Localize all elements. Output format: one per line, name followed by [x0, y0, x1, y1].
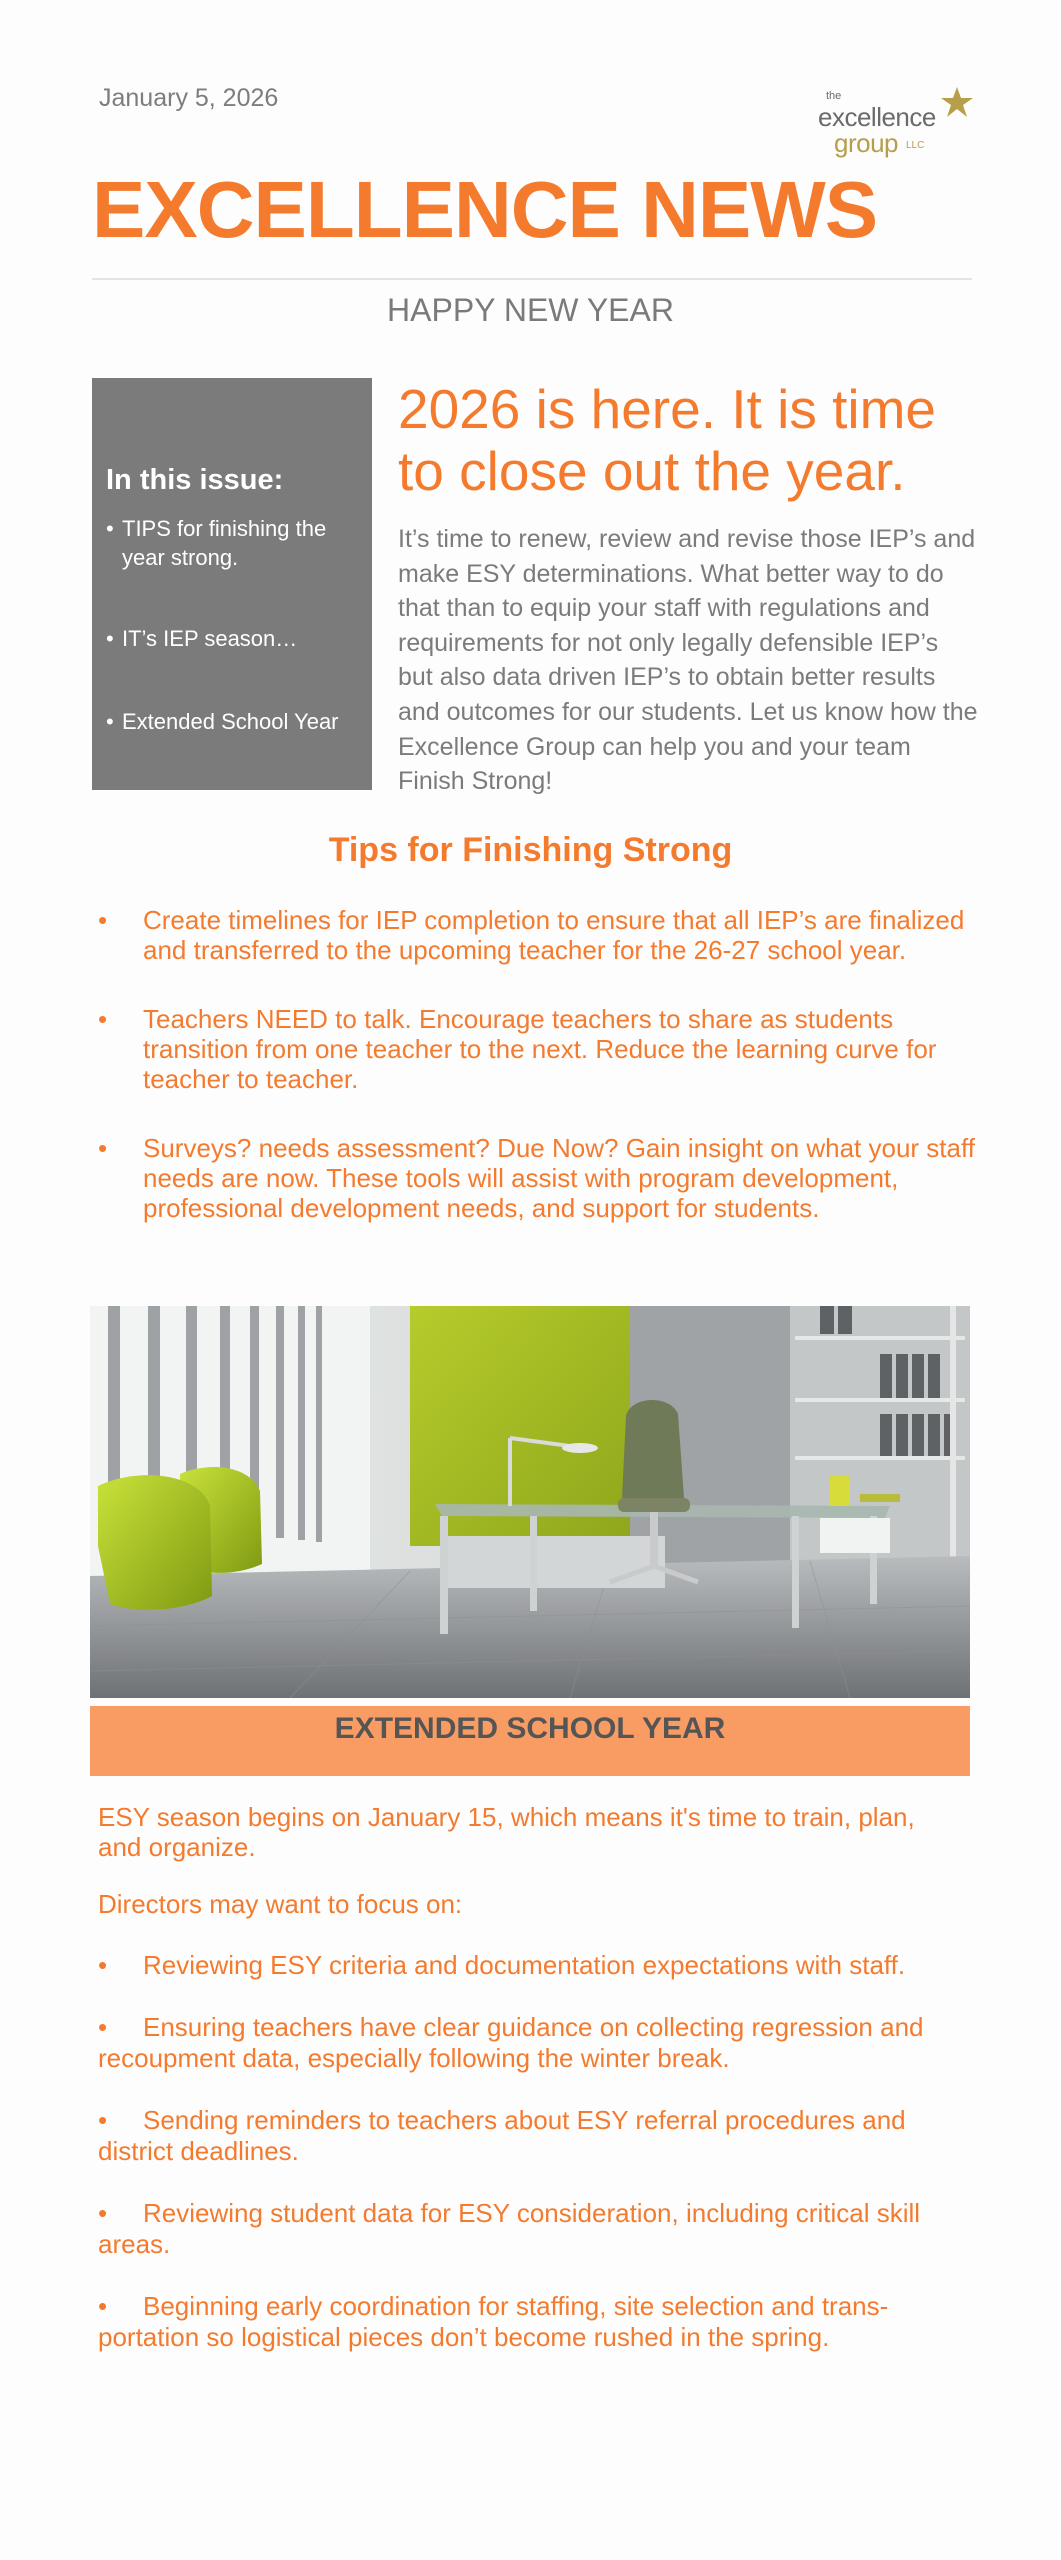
esy-focus-label: Directors may want to focus on:	[98, 1889, 463, 1919]
sidebar-item-iep-season	[106, 624, 368, 653]
excellence-group-logo	[812, 86, 978, 166]
intro-body: It’s time to renew, review and revise those IEP’s and make ESY determinations. What better way to do that than to equip your staff with regulations and requirements for not only legally defensible IEP’s but also data driven IEP’s to obtain better results and outcomes for our students. Let us know how the Excellence Group can help you and your team Finish Strong!	[398, 525, 978, 796]
sidebar-item-label: TIPS for finishing the year strong.	[122, 516, 327, 570]
sidebar-item-esy	[106, 707, 368, 736]
bullet-icon: •	[98, 2198, 108, 2228]
esy-section-title: EXTENDED SCHOOL YEAR	[334, 1712, 726, 1745]
logo-excellence: excellence	[818, 102, 936, 132]
office-illustration	[90, 1306, 970, 1698]
bullet-icon: •	[98, 1950, 108, 1980]
bullet-icon: •	[98, 2291, 108, 2321]
low-cabinet	[445, 1536, 665, 1588]
esy-focus-item	[98, 2198, 958, 2260]
tip-item	[98, 1133, 978, 1223]
logo-llc: LLC	[906, 140, 925, 151]
sidebar-list	[106, 514, 368, 736]
tips-list	[98, 905, 978, 1262]
bullet-icon: •	[98, 2012, 108, 2042]
esy-focus-list	[98, 1950, 958, 2384]
sidebar-item-label: IT’s IEP season…	[122, 626, 298, 651]
issue-date: January 5, 2026	[99, 84, 279, 112]
esy-focus-item	[98, 1950, 958, 1981]
newsletter-masthead: EXCELLENCE NEWS	[92, 165, 878, 254]
office-photo	[90, 1306, 970, 1698]
sidebar-item-tips	[106, 514, 368, 572]
esy-focus-text: Reviewing student data for ESY consideration, including critical skill areas.	[98, 2198, 921, 2259]
in-this-issue-sidebar	[92, 378, 372, 790]
esy-section-band	[90, 1706, 970, 1776]
bullet-icon: •	[98, 1004, 108, 1034]
sidebar-item-label: Extended School Year	[122, 709, 339, 734]
bullet-icon: •	[106, 626, 114, 651]
tip-item	[98, 1004, 978, 1094]
tip-text: Surveys? needs assessment? Due Now? Gain insight on what your staff needs are now. These tools will assist with program development, professional development needs, and support for students.	[143, 1133, 975, 1223]
bullet-icon: •	[106, 709, 114, 734]
esy-focus-item	[98, 2291, 958, 2353]
bullet-icon: •	[98, 2105, 108, 2135]
issue-subhead: HAPPY NEW YEAR	[387, 292, 674, 328]
logo-group: group	[834, 128, 898, 158]
tip-text: Create timelines for IEP completion to ensure that all IEP’s are finalized and transferred to the upcoming teacher for the 26-27 school year.	[143, 905, 965, 965]
header-divider	[92, 278, 972, 280]
logo-the: the	[826, 90, 842, 102]
esy-focus-text: Beginning early coordination for staffing, site selection and trans-portation so logistical pieces don’t become rushed in the spring.	[98, 2291, 889, 2352]
tip-item	[98, 905, 978, 965]
esy-intro: ESY season begins on January 15, which means it's time to train, plan, and organize.	[98, 1802, 915, 1862]
esy-focus-item	[98, 2012, 958, 2074]
bullet-icon: •	[98, 1133, 108, 1163]
sidebar-heading: In this issue:	[106, 464, 284, 496]
esy-focus-text: Ensuring teachers have clear guidance on collecting regression and recoupment data, especially following the winter break.	[98, 2012, 924, 2073]
esy-focus-item	[98, 2105, 958, 2167]
esy-focus-text: Sending reminders to teachers about ESY referral procedures and district deadlines.	[98, 2105, 906, 2166]
tips-section-title: Tips for Finishing Strong	[328, 831, 733, 869]
star-icon	[940, 86, 974, 118]
bullet-icon: •	[106, 516, 114, 541]
esy-focus-text: Reviewing ESY criteria and documentation expectations with staff.	[143, 1950, 906, 1980]
intro-title: 2026 is here. It is time to close out the year.	[398, 378, 937, 502]
bullet-icon: •	[98, 905, 108, 935]
tip-text: Teachers NEED to talk. Encourage teachers to share as students transition from one teacher to the next. Reduce the learning curve for teacher to teacher.	[143, 1004, 937, 1094]
